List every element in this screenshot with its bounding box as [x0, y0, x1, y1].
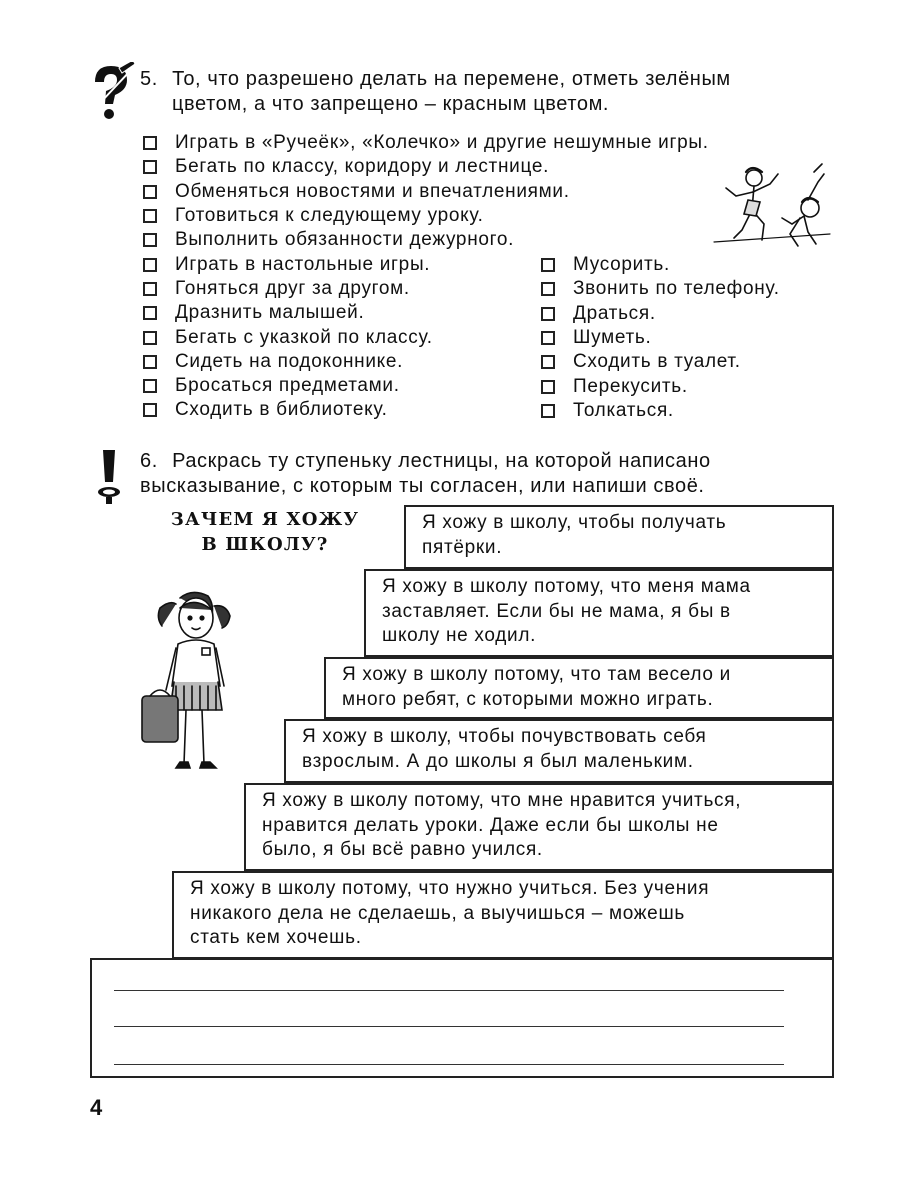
list-item: [143, 155, 709, 179]
list-item: [143, 204, 709, 228]
list-item-label: Сходить в библиотеку.: [175, 399, 388, 421]
question-pencil-icon: [85, 62, 137, 122]
checkbox[interactable]: [143, 379, 157, 393]
stair-step-5[interactable]: [244, 783, 834, 871]
task5-number: 5.: [140, 68, 158, 90]
checkbox[interactable]: [541, 258, 555, 272]
task6-heading-line2: В ШКОЛУ?: [201, 534, 329, 555]
stair-step-3-line2: много ребят, с которыми можно играть.: [342, 688, 714, 710]
checkbox[interactable]: [143, 282, 157, 296]
list-item-label: Звонить по телефону.: [573, 278, 780, 300]
stair-step-4-line2: взрослым. А до школы я был маленьким.: [302, 750, 694, 772]
stair-step-2-line3: школу не ходил.: [382, 625, 537, 646]
list-item: [541, 277, 780, 301]
checkbox[interactable]: [143, 160, 157, 174]
list-item-label: Обменяться новостями и впечатлениями.: [175, 180, 570, 202]
stair-step-6-line1: Я хожу в школу потому, что нужно учиться. Без учения: [190, 878, 710, 899]
checkbox[interactable]: [143, 233, 157, 247]
stair-step-5-line2: нравится делать уроки. Даже если бы школы не: [262, 814, 719, 836]
list-item-label: Перекусить.: [573, 375, 688, 397]
list-item-label: Гоняться друг за другом.: [175, 277, 410, 299]
checkbox[interactable]: [541, 380, 555, 394]
checkbox[interactable]: [541, 331, 555, 345]
stair-step-3-line1: Я хожу в школу потому, что там весело и: [342, 664, 731, 685]
list-item-label: Готовиться к следующему уроку.: [175, 205, 484, 227]
girl-with-bag-illustration: [136, 586, 236, 786]
list-item: [541, 374, 780, 398]
checkbox[interactable]: [541, 307, 555, 321]
task6-instruction-line2: высказывание, с которым ты согласен, или напиши своё.: [140, 475, 705, 497]
stair-step-2[interactable]: [364, 569, 834, 657]
list-item-label: Бегать по классу, коридору и лестнице.: [175, 156, 550, 178]
stair-step-4-line1: Я хожу в школу, чтобы почувствовать себя: [302, 726, 707, 747]
list-item: [541, 253, 780, 277]
task5-right-list: [541, 253, 780, 423]
writing-line[interactable]: [114, 1026, 784, 1027]
list-item: [143, 131, 709, 155]
stair-step-6-line2: никакого дела не сделаешь, а выучишься – можешь: [190, 902, 685, 924]
checkbox[interactable]: [143, 136, 157, 150]
task5-instruction-line2: цветом, а что запрещено – красным цветом.: [172, 93, 610, 115]
checkbox[interactable]: [143, 355, 157, 369]
list-item-label: Дразнить малышей.: [175, 302, 365, 324]
writing-line[interactable]: [114, 1064, 784, 1065]
task5-instruction-line1: То, что разрешено делать на перемене, отметь зелёным: [172, 68, 731, 90]
stair-step-1[interactable]: [404, 505, 834, 569]
writing-line[interactable]: [114, 990, 784, 991]
checkbox[interactable]: [143, 403, 157, 417]
list-item-label: Драться.: [573, 302, 656, 324]
task6-instruction-line1: Раскрась ту ступеньку лестницы, на которой написано: [172, 450, 711, 472]
list-item-label: Выполнить обязанности дежурного.: [175, 229, 515, 251]
list-item: [541, 350, 780, 374]
stair-step-5-line1: Я хожу в школу потому, что мне нравится учиться,: [262, 790, 742, 811]
stair-step-3[interactable]: [324, 657, 834, 719]
stair-step-6-line3: стать кем хочешь.: [190, 927, 362, 948]
list-item-label: Мусорить.: [573, 254, 670, 276]
checkbox[interactable]: [541, 355, 555, 369]
checkbox[interactable]: [143, 185, 157, 199]
checkbox[interactable]: [143, 209, 157, 223]
list-item: [143, 180, 709, 204]
checkbox[interactable]: [143, 331, 157, 345]
exclamation-icon: [93, 448, 125, 506]
stair-step-5-line3: было, я бы всё равно учился.: [262, 839, 543, 860]
task6-number: 6.: [140, 450, 158, 472]
answer-box[interactable]: [90, 958, 834, 1078]
checkbox[interactable]: [541, 282, 555, 296]
list-item: [541, 399, 780, 423]
task6-heading-line1: ЗАЧЕМ Я ХОЖУ: [170, 509, 360, 530]
playing-kids-illustration: [712, 160, 832, 252]
list-item-label: Шуметь.: [573, 327, 652, 349]
list-item-label: Играть в «Ручеёк», «Колечко» и другие нешумные игры.: [175, 132, 709, 154]
list-item-label: Играть в настольные игры.: [175, 253, 431, 275]
stair-step-1-line2: пятёрки.: [422, 536, 503, 558]
list-item-label: Толкаться.: [573, 399, 674, 421]
stair-step-1-line1: Я хожу в школу, чтобы получать: [422, 512, 727, 533]
checkbox[interactable]: [143, 306, 157, 320]
checkbox[interactable]: [143, 258, 157, 272]
list-item-label: Бегать с указкой по классу.: [175, 326, 433, 348]
list-item: [541, 302, 780, 326]
stair-step-2-line1: Я хожу в школу потому, что меня мама: [382, 576, 751, 597]
page-number: 4: [90, 1095, 103, 1120]
stair-step-6[interactable]: [172, 871, 834, 959]
stair-step-2-line2: заставляет. Если бы не мама, я бы в: [382, 600, 731, 622]
list-item: [541, 326, 780, 350]
stair-step-4[interactable]: [284, 719, 834, 783]
checkbox[interactable]: [541, 404, 555, 418]
list-item-label: Бросаться предметами.: [175, 375, 400, 397]
list-item-label: Сходить в туалет.: [573, 351, 741, 373]
list-item: [143, 228, 709, 252]
list-item-label: Сидеть на подоконнике.: [175, 350, 404, 372]
